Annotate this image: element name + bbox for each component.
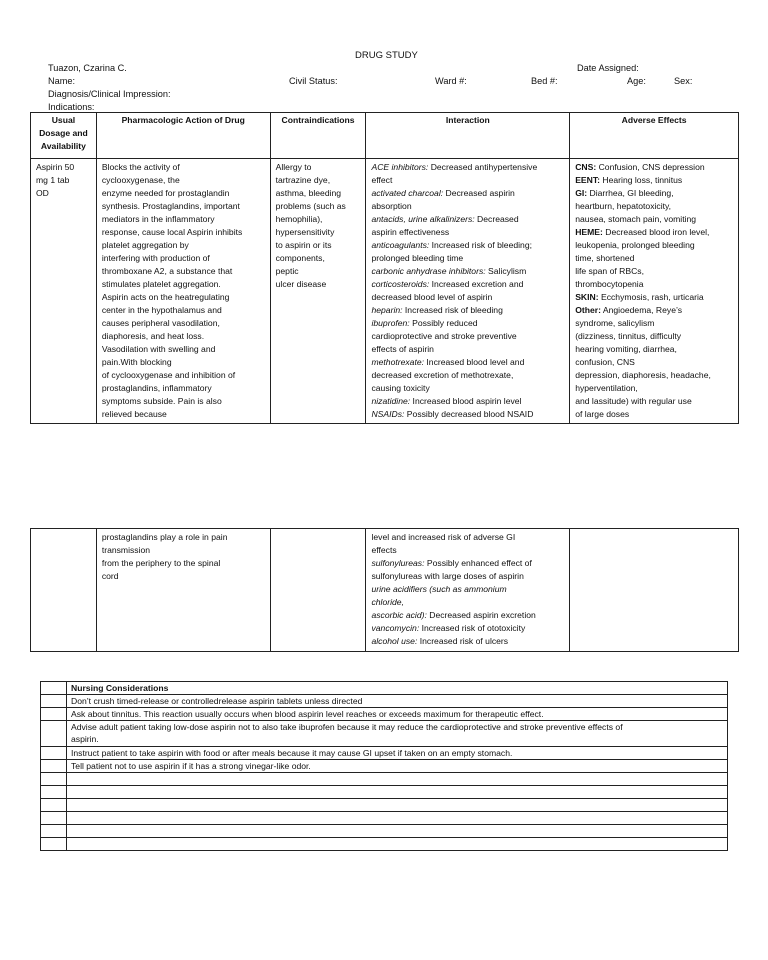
- action-line: platelet aggregation by: [101, 240, 189, 250]
- interaction-line-term: heparin:: [371, 305, 403, 315]
- header-dosage: [31, 113, 97, 159]
- interaction-line-term: activated charcoal:: [371, 188, 444, 198]
- interaction-line-text: Decreased antihypertensive: [428, 162, 538, 172]
- contraindication-line: ulcer disease: [275, 279, 327, 289]
- adverse-line-term: SKIN:: [575, 292, 599, 302]
- interaction-line-text: Decreased: [474, 214, 519, 224]
- document-title: DRUG STUDY: [355, 50, 418, 61]
- interaction-line-text: aspirin effectiveness: [371, 227, 450, 237]
- dosage-line: mg 1 tab: [36, 175, 70, 185]
- nursing-empty-row: [67, 825, 728, 838]
- adverse-line-text: nausea, stomach pain, vomiting: [575, 214, 697, 224]
- nursing-title: Nursing Considerations: [67, 682, 728, 695]
- interaction-line: [371, 356, 564, 369]
- interaction-line-text: level and increased risk of adverse GI: [371, 532, 516, 542]
- contraindications-cell: [271, 159, 366, 293]
- interaction-line: [371, 596, 564, 609]
- nursing-item: Tell patient not to use aspirin if it has a strong vinegar-like odor.: [67, 760, 728, 773]
- action-line: causes peripheral vasodilation,: [101, 318, 220, 328]
- contraindication-line: peptic: [275, 266, 299, 276]
- header-dosage-line: Dosage and: [39, 128, 88, 138]
- interaction-line: [371, 174, 564, 187]
- interaction-line-text: decreased blood level of aspirin: [371, 292, 493, 302]
- interaction-line-text: Increased risk of bleeding;: [429, 240, 532, 250]
- interaction-line-text: Possibly reduced: [409, 318, 478, 328]
- interaction-line-text: decreased excretion of methotrexate,: [371, 370, 514, 380]
- adverse-line-text: heartburn, hepatotoxicity,: [575, 201, 672, 211]
- nursing-item: Don’t crush timed-release or controlledrelease aspirin tablets unless directed: [67, 695, 728, 708]
- interaction-line: [371, 570, 564, 583]
- name-label: Name:: [48, 76, 76, 86]
- contraindication-line: tartrazine dye,: [275, 175, 331, 185]
- interaction-line-term: anticoagulants:: [371, 240, 430, 250]
- interaction-line-term: ACE inhibitors:: [371, 162, 429, 172]
- header-dosage-line: Availability: [40, 141, 86, 151]
- action-line: stimulates platelet aggregation.: [101, 279, 221, 289]
- adverse-line-text: Confusion, CNS depression: [596, 162, 705, 172]
- interaction-line: [371, 544, 564, 557]
- interaction-line-text: prolonged bleeding time: [371, 253, 464, 263]
- header-action: Pharmacologic Action of Drug: [96, 113, 270, 159]
- interaction-line-term: methotrexate:: [371, 357, 425, 367]
- adverse-line: [575, 330, 733, 343]
- adverse-line-text: Diarrhea, GI bleeding,: [587, 188, 674, 198]
- action-line: Blocks the activity of: [101, 162, 180, 172]
- interaction-line-text: Increased blood aspirin level: [410, 396, 522, 406]
- nursing-considerations-table: [40, 681, 728, 851]
- adverse-line-text: and lassitude) with regular use: [575, 396, 692, 406]
- interaction-line-text: Increased risk of bleeding: [402, 305, 503, 315]
- action-line: enzyme needed for prostaglandin: [101, 188, 230, 198]
- nursing-empty-row: [67, 799, 728, 812]
- interaction-line: [371, 213, 564, 226]
- interaction-line-text: cardioprotective and stroke preventive: [371, 331, 517, 341]
- contraindication-line: hemophilia),: [275, 214, 323, 224]
- header-dosage-line: Usual: [51, 115, 76, 125]
- interaction-line-text: Increased blood level and: [424, 357, 525, 367]
- header-contraindications: Contraindications: [270, 113, 366, 159]
- adverse-line: [575, 161, 733, 174]
- table-row: [31, 159, 739, 424]
- interaction-line: [371, 252, 564, 265]
- interaction-line-term: carbonic anhydrase inhibitors:: [371, 266, 486, 276]
- adverse-line-term: GI:: [575, 188, 588, 198]
- interaction-line: [371, 408, 564, 421]
- interaction-line: [371, 635, 564, 648]
- action-cell: [97, 159, 270, 423]
- adverse-line-text: (dizziness, tinnitus, difficulty: [575, 331, 682, 341]
- date-assigned-label: Date Assigned:: [577, 63, 639, 73]
- adverse-line: [575, 408, 733, 421]
- contraindication-line: asthma, bleeding: [275, 188, 342, 198]
- action-line: pain.With blocking: [101, 357, 172, 367]
- header-adverse: Adverse Effects: [570, 113, 739, 159]
- interaction-line-text: causing toxicity: [371, 383, 430, 393]
- adverse-line-text: Decreased blood iron level,: [602, 227, 710, 237]
- interaction-line-term: NSAIDs:: [371, 409, 405, 419]
- action-line: synthesis. Prostaglandins, important: [101, 201, 240, 211]
- interaction-line-text: absorption: [371, 201, 412, 211]
- adverse-line: [575, 382, 733, 395]
- adverse-line-text: of large doses: [575, 409, 630, 419]
- interaction-line: [371, 239, 564, 252]
- continuation-table: [30, 528, 739, 652]
- interaction-line: [371, 330, 564, 343]
- interaction-line-text: Decreased aspirin: [443, 188, 515, 198]
- contraindication-line: problems (such as: [275, 201, 346, 211]
- nursing-empty-row: [67, 812, 728, 825]
- interaction-line-term: alcohol use:: [371, 636, 418, 646]
- adverse-line: [575, 317, 733, 330]
- interaction-line: [371, 609, 564, 622]
- ward-label: Ward #:: [435, 76, 467, 86]
- action-line: Vasodilation with swelling and: [101, 344, 216, 354]
- adverse-line: [575, 213, 733, 226]
- adverse-line: [575, 369, 733, 382]
- adverse-line: [575, 291, 733, 304]
- indications-label: Indications:: [48, 102, 95, 112]
- adverse-line: [575, 200, 733, 213]
- contraindication-line: components,: [275, 253, 325, 263]
- adverse-line: [575, 226, 733, 239]
- table-header-row: [31, 113, 739, 159]
- interaction-line: [371, 622, 564, 635]
- interaction-line-text: Increased risk of ototoxicity: [419, 623, 526, 633]
- header-interaction: Interaction: [366, 113, 570, 159]
- action-line: Aspirin acts on the heatregulating: [101, 292, 230, 302]
- sex-label: Sex:: [674, 76, 693, 86]
- adverse-line: [575, 278, 733, 291]
- contraindication-line: Allergy to: [275, 162, 312, 172]
- adverse-line: [575, 239, 733, 252]
- interaction-line: [371, 291, 564, 304]
- adverse-line-text: confusion, CNS: [575, 357, 635, 367]
- interaction-line-term: ibuprofen:: [371, 318, 410, 328]
- nursing-item: Instruct patient to take aspirin with food or after meals because it may cause GI upset if taken on an empty stomach.: [67, 747, 728, 760]
- interaction-line: [371, 200, 564, 213]
- interaction-line-term: antacids, urine alkalinizers:: [371, 214, 475, 224]
- action-line: mediators in the inflammatory: [101, 214, 215, 224]
- nursing-item-line: Advise adult patient taking low-dose aspirin not to also take ibuprofen because it may reduce the cardioprotective and stroke preventive effects of: [71, 722, 623, 732]
- adverse-line-term: Other:: [575, 305, 601, 315]
- adverse-line-text: hyperventilation,: [575, 383, 638, 393]
- table-row: [31, 529, 739, 652]
- dosage-line: OD: [36, 188, 49, 198]
- dosage-line: Aspirin 50: [36, 162, 75, 172]
- adverse-line-term: HEME:: [575, 227, 603, 237]
- interaction-line: [371, 265, 564, 278]
- interaction-line-term: corticosteroids:: [371, 279, 430, 289]
- action-line: center in the hypothalamus and: [101, 305, 222, 315]
- interaction-line: [371, 304, 564, 317]
- adverse-line-text: thrombocytopenia: [575, 279, 644, 289]
- action-line: response, cause local Aspirin inhibits: [101, 227, 243, 237]
- adverse-line-text: time, shortened: [575, 253, 635, 263]
- adverse-line: [575, 343, 733, 356]
- action-line: symptoms subside. Pain is also: [101, 396, 222, 406]
- action-line: of cyclooxygenase and inhibition of: [101, 370, 236, 380]
- interaction-line: [371, 317, 564, 330]
- adverse-line: [575, 252, 733, 265]
- nursing-empty-row: [67, 838, 728, 851]
- interaction-line: [371, 226, 564, 239]
- adverse-line: [575, 174, 733, 187]
- interaction-line-term: chloride,: [371, 597, 404, 607]
- action-continued-cell: [97, 529, 270, 585]
- action-line: transmission: [101, 545, 151, 555]
- adverse-line-text: life span of RBCs,: [575, 266, 644, 276]
- action-line: cord: [101, 571, 119, 581]
- adverse-line-term: CNS:: [575, 162, 597, 172]
- adverse-line: [575, 304, 733, 317]
- interaction-line-term: urine acidifiers (such as ammonium: [371, 584, 507, 594]
- adverse-line-text: Ecchymosis, rash, urticaria: [598, 292, 704, 302]
- action-line: prostaglandins play a role in pain: [101, 532, 228, 542]
- action-line: from the periphery to the spinal: [101, 558, 221, 568]
- interaction-line-term: ascorbic acid):: [371, 610, 427, 620]
- interaction-line-text: Possibly enhanced effect of: [424, 558, 532, 568]
- interaction-line: [371, 382, 564, 395]
- action-line: interfering with production of: [101, 253, 210, 263]
- bed-label: Bed #:: [531, 76, 558, 86]
- nursing-item: [67, 721, 728, 747]
- action-line: diaphoresis, and heat loss.: [101, 331, 205, 341]
- dosage-cell: [31, 159, 96, 202]
- age-label: Age:: [627, 76, 646, 86]
- interaction-line-text: sulfonylureas with large doses of aspirin: [371, 571, 524, 581]
- adverse-line: [575, 187, 733, 200]
- adverse-line-text: depression, diaphoresis, headache,: [575, 370, 711, 380]
- adverse-line: [575, 395, 733, 408]
- interaction-line: [371, 531, 564, 544]
- interaction-line: [371, 343, 564, 356]
- adverse-line-text: Angioedema, Reye’s: [600, 305, 683, 315]
- action-line: prostaglandins, inflammatory: [101, 383, 212, 393]
- action-line: thromboxane A2, a substance that: [101, 266, 233, 276]
- nursing-empty-row: [67, 773, 728, 786]
- adverse-line: [575, 356, 733, 369]
- interaction-line: [371, 583, 564, 596]
- interaction-line: [371, 395, 564, 408]
- interaction-line-term: vancomycin:: [371, 623, 420, 633]
- adverse-line: [575, 265, 733, 278]
- patient-name: Tuazon, Czarina C.: [48, 63, 127, 73]
- adverse-line-text: hearing vomiting, diarrhea,: [575, 344, 677, 354]
- interaction-line-text: Salicylism: [485, 266, 527, 276]
- interaction-line-text: effects: [371, 545, 397, 555]
- interaction-line-term: nizatidine:: [371, 396, 411, 406]
- civil-status-label: Civil Status:: [289, 76, 338, 86]
- interaction-cell: [366, 159, 569, 423]
- contraindication-line: hypersensitivity: [275, 227, 335, 237]
- interaction-line-text: Increased risk of ulcers: [417, 636, 509, 646]
- interaction-line-text: effects of aspirin: [371, 344, 434, 354]
- interaction-line-text: Increased excretion and: [429, 279, 524, 289]
- action-line: cyclooxygenase, the: [101, 175, 180, 185]
- interaction-line-text: Possibly decreased blood NSAID: [404, 409, 534, 419]
- nursing-item-line: aspirin.: [71, 734, 99, 744]
- interaction-line: [371, 557, 564, 570]
- interaction-line: [371, 161, 564, 174]
- nursing-empty-row: [67, 786, 728, 799]
- adverse-line-term: EENT:: [575, 175, 601, 185]
- interaction-line: [371, 187, 564, 200]
- interaction-line-text: Decreased aspirin excretion: [426, 610, 536, 620]
- interaction-continued-cell: [366, 529, 569, 650]
- action-line: relieved because: [101, 409, 167, 419]
- interaction-line-term: sulfonylureas:: [371, 558, 425, 568]
- adverse-line-text: syndrome, salicylism: [575, 318, 655, 328]
- nursing-item: Ask about tinnitus. This reaction usually occurs when blood aspirin level reaches or exceeds maximum for therapeutic effect.: [67, 708, 728, 721]
- diagnosis-label: Diagnosis/Clinical Impression:: [48, 89, 171, 99]
- drug-study-table: [30, 112, 739, 424]
- adverse-effects-cell: [570, 159, 738, 423]
- interaction-line: [371, 369, 564, 382]
- contraindication-line: to aspirin or its: [275, 240, 332, 250]
- adverse-line-text: leukopenia, prolonged bleeding: [575, 240, 695, 250]
- interaction-line: [371, 278, 564, 291]
- interaction-line-text: effect: [371, 175, 393, 185]
- adverse-line-text: Hearing loss, tinnitus: [600, 175, 683, 185]
